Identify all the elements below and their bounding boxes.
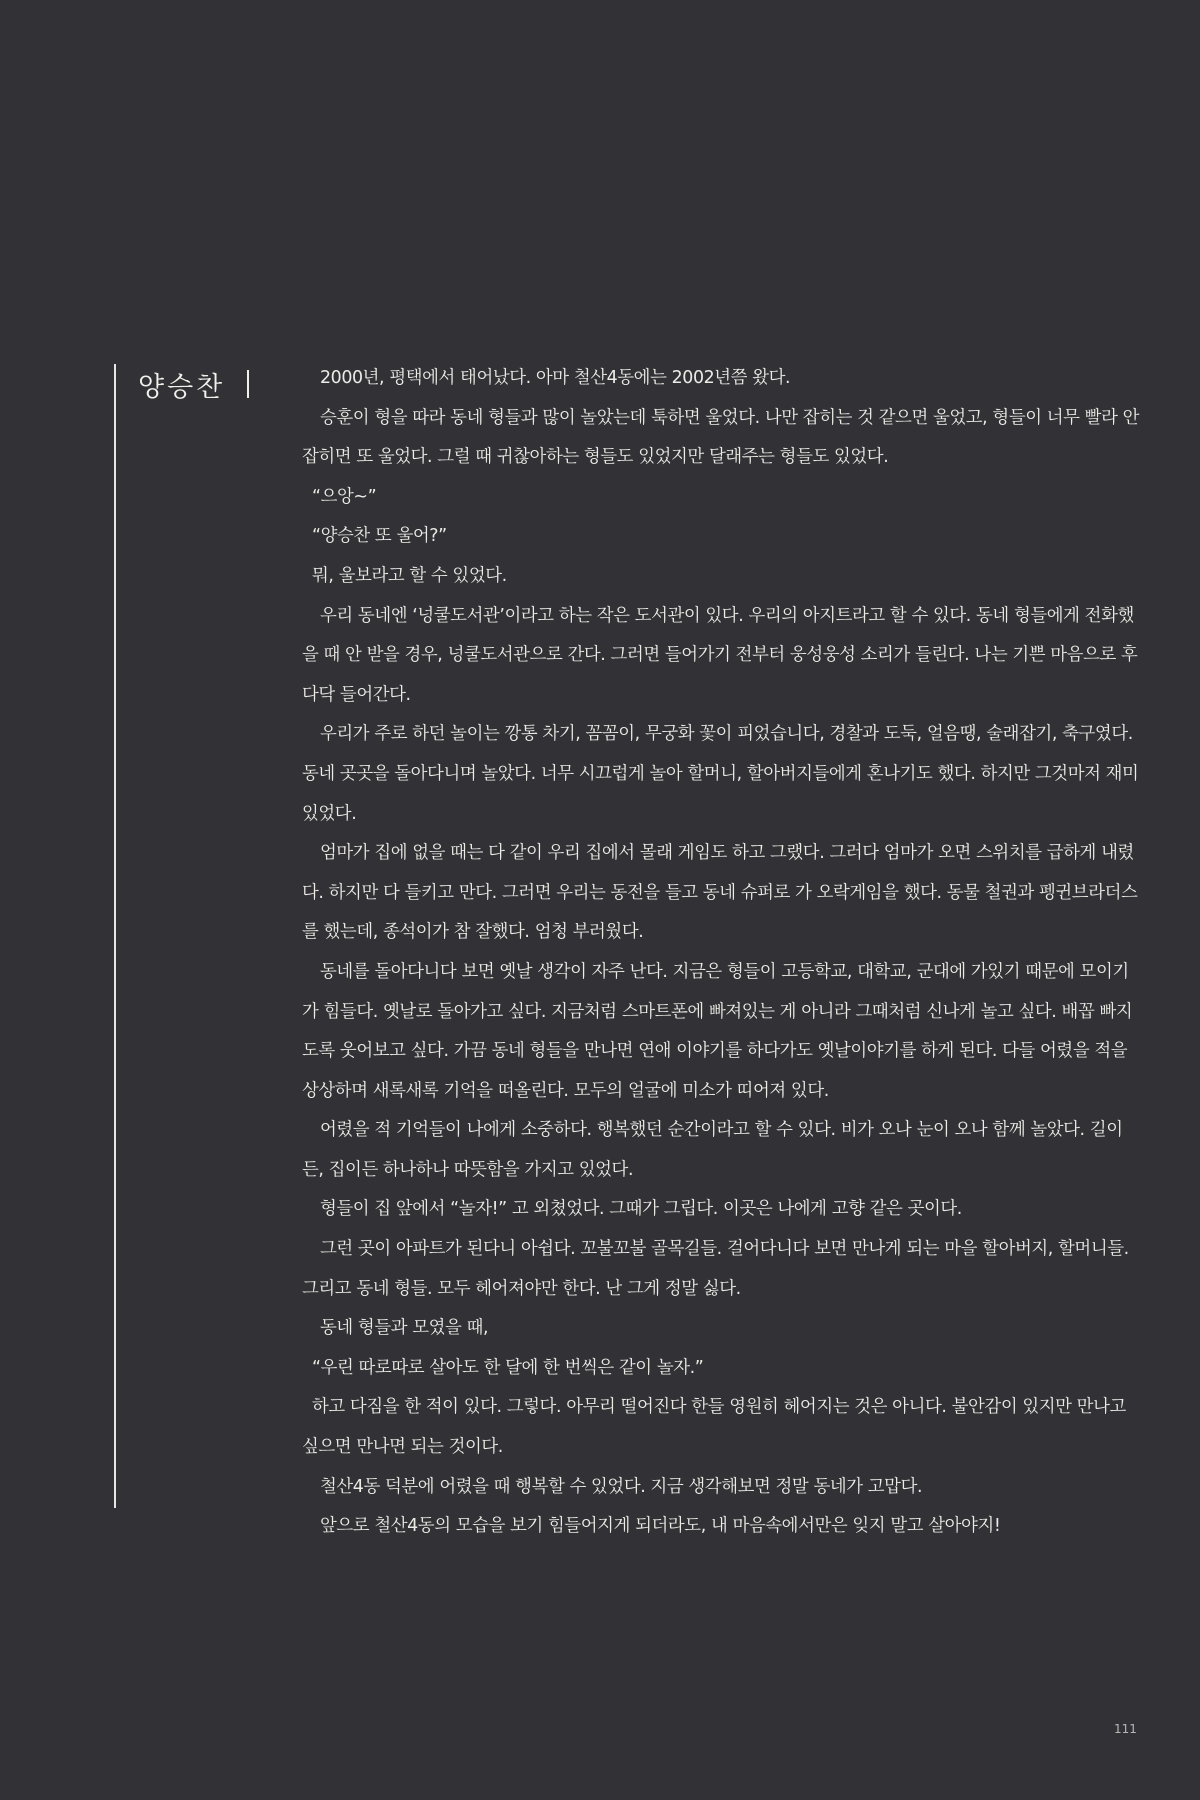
left-vertical-rule (114, 364, 116, 1508)
author-heading (138, 364, 249, 404)
essay-dialogue: “으앙~” (312, 486, 377, 507)
essay-body (302, 359, 1140, 1547)
essay-paragraph: 앞으로 철산4동의 모습을 보기 힘들어지게 되더라도, 내 마음속에서만은 잊지 말고 살아야지! (320, 1516, 1001, 1537)
essay-paragraph: 형들이 집 앞에서 “놀자!” 고 외쳤었다. 그때가 그립다. 이곳은 나에게 고향 같은 곳이다. (320, 1199, 962, 1220)
page-number: 111 (1114, 1722, 1137, 1736)
author-divider-bar (247, 370, 249, 398)
essay-paragraph: 동네를 돌아다니다 보면 옛날 생각이 자주 난다. 지금은 형들이 고등학교, 대학교, 군대에 가있기 때문에 모이기가 힘들다. 옛날로 돌아가고 싶다. 지금처럼 스마트폰에 빠져있는 게 아니라 그때처럼 신나게 놀고 싶다. 배꼽 빠지도록 웃어보고 싶다. 가끔 동네 형들을 만나면 연애 이야기를 하다가도 옛날이야기를 하게 된다. 다들 어렸을 적을 상상하며 새록새록 기억을 떠올린다. 모두의 얼굴에 미소가 띠어져 있다. (302, 961, 1133, 1101)
essay-dialogue: “양승찬 또 울어?” (312, 526, 447, 547)
essay-paragraph: 철산4동 덕분에 어렸을 때 행복할 수 있었다. 지금 생각해보면 정말 동네가 고맙다. (320, 1476, 923, 1497)
essay-paragraph: 2000년, 평택에서 태어났다. 아마 철산4동에는 2002년쯤 왔다. (320, 368, 791, 388)
author-name: 양승찬 (138, 371, 226, 403)
essay-paragraph: 우리가 주로 하던 놀이는 깡통 차기, 꼼꼼이, 무궁화 꽃이 피었습니다, 경찰과 도둑, 얼음땡, 술래잡기, 축구였다. 동네 곳곳을 돌아다니며 놀았다. 너무 시끄럽게 놀아 할머니, 할아버지들에게 혼나기도 했다. 하지만 그것마저 재미있었다. (302, 724, 1139, 824)
essay-dialogue: “우린 따로따로 살아도 한 달에 한 번씩은 같이 놀자.” (312, 1357, 704, 1378)
essay-paragraph: 승훈이 형을 따라 동네 형들과 많이 놀았는데 툭하면 울었다. 나만 잡히는 것 같으면 울었고, 형들이 너무 빨라 안 잡히면 또 울었다. 그럴 때 귀찮아하는 형들도 있었지만 달래주는 형들도 있었다. (302, 407, 1140, 468)
essay-paragraph: 뭐, 울보라고 할 수 있었다. (312, 565, 507, 586)
essay-paragraph: 우리 동네엔 ‘넝쿨도서관’이라고 하는 작은 도서관이 있다. 우리의 아지트라고 할 수 있다. 동네 형들에게 전화했을 때 안 받을 경우, 넝쿨도서관으로 간다. 그러면 들어가기 전부터 웅성웅성 소리가 들린다. 나는 기쁜 마음으로 후다닥 들어간다. (302, 605, 1138, 705)
essay-paragraph: 어렸을 적 기억들이 나에게 소중하다. 행복했던 순간이라고 할 수 있다. 비가 오나 눈이 오나 함께 놀았다. 길이든, 집이든 하나하나 따뜻함을 가지고 있었다. (302, 1120, 1123, 1180)
essay-paragraph: 그런 곳이 아파트가 된다니 아쉽다. 꼬불꼬불 골목길들. 걸어다니다 보면 만나게 되는 마을 할아버지, 할머니들. 그리고 동네 형들. 모두 헤어져야만 한다. 난 그게 정말 싫다. (302, 1239, 1129, 1299)
essay-paragraph: 엄마가 집에 없을 때는 다 같이 우리 집에서 몰래 게임도 하고 그랬다. 그러다 엄마가 오면 스위치를 급하게 내렸다. 하지만 다 들키고 만다. 그러면 우리는 동전을 들고 동네 슈퍼로 가 오락게임을 했다. 동물 철권과 펭귄브라더스를 했는데, 종석이가 참 잘했다. 엄청 부러웠다. (302, 843, 1138, 943)
essay-paragraph: 동네 형들과 모였을 때, (320, 1318, 489, 1339)
essay-paragraph: 하고 다짐을 한 적이 있다. 그렇다. 아무리 떨어진다 한들 영원히 헤어지는 것은 아니다. 불안감이 있지만 만나고 싶으면 만나면 되는 것이다. (302, 1397, 1126, 1458)
